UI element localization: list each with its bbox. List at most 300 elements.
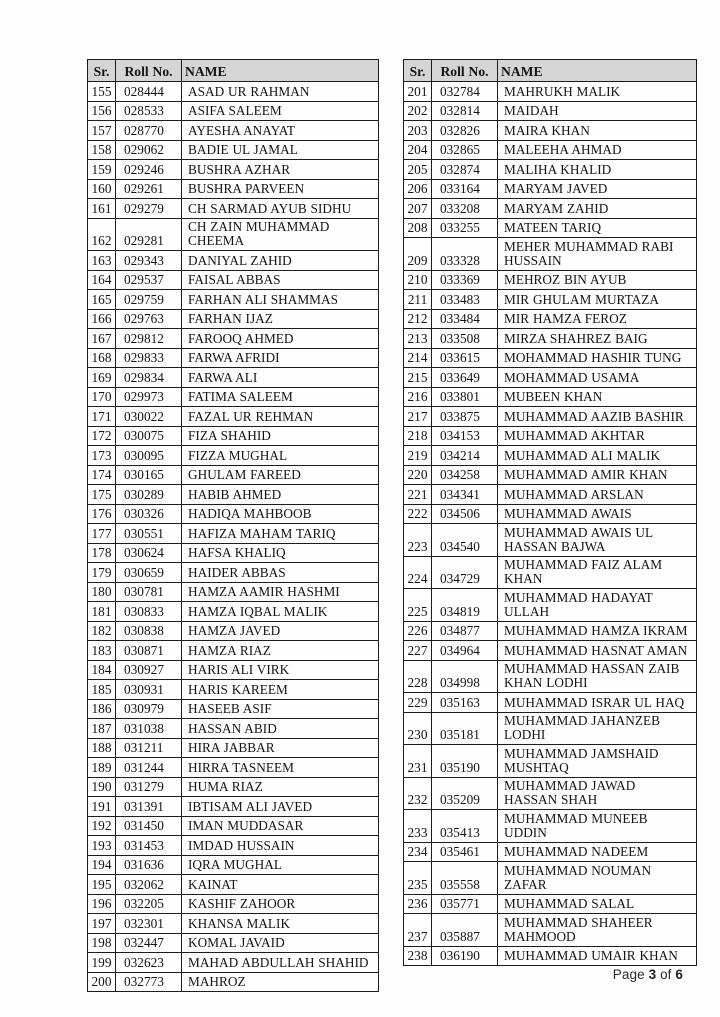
table-body-left — [88, 82, 379, 992]
table-row — [88, 621, 379, 641]
name-cell: MAHAD ABDULLAH SHAHID — [182, 953, 379, 973]
name-cell: MAIDAH — [498, 101, 697, 121]
table-row — [88, 875, 379, 895]
table-row — [88, 387, 379, 407]
sr-cell: 204 — [404, 140, 432, 160]
name-cell: MIRZA SHAHREZ BAIG — [498, 329, 697, 349]
table-row — [88, 121, 379, 141]
sr-cell: 222 — [404, 504, 432, 524]
roll-number-cell: 032447 — [116, 933, 182, 953]
candidate-table-left — [87, 59, 379, 992]
table-row — [88, 933, 379, 953]
table-row — [88, 270, 379, 290]
name-cell: MUHAMMAD HASNAT AMAN — [498, 641, 697, 661]
roll-number-cell: 035771 — [432, 894, 498, 914]
total-pages: 6 — [675, 967, 683, 982]
name-cell: MUHAMMAD HASSAN ZAIB KHAN LODHI — [498, 660, 697, 693]
roll-number-cell: 035887 — [432, 914, 498, 947]
name-cell: HADIQA MAHBOOB — [182, 504, 379, 524]
name-cell: MUHAMMAD NOUMAN ZAFAR — [498, 862, 697, 895]
table-row — [88, 582, 379, 602]
sr-cell: 160 — [88, 179, 116, 199]
sr-cell: 196 — [88, 894, 116, 914]
sr-cell: 181 — [88, 602, 116, 622]
name-cell: MEHROZ BIN AYUB — [498, 270, 697, 290]
roll-number-cell: 035181 — [432, 712, 498, 745]
name-cell: MUHAMMAD ISRAR UL HAQ — [498, 693, 697, 713]
roll-number-cell: 034877 — [432, 621, 498, 641]
roll-number-cell: 031450 — [116, 816, 182, 836]
roll-number-cell: 029246 — [116, 160, 182, 180]
table-row — [404, 946, 697, 966]
name-cell: MIR GHULAM MURTAZA — [498, 290, 697, 310]
name-cell: HAMZA IQBAL MALIK — [182, 602, 379, 622]
table-row — [404, 894, 697, 914]
name-cell: HASEEB ASIF — [182, 699, 379, 719]
name-cell: MUHAMMAD JAHANZEB LODHI — [498, 712, 697, 745]
sr-cell: 178 — [88, 543, 116, 563]
roll-number-cell: 035190 — [432, 745, 498, 778]
name-cell: MUHAMMAD FAIZ ALAM KHAN — [498, 556, 697, 589]
roll-number-cell: 034998 — [432, 660, 498, 693]
table-row — [88, 777, 379, 797]
table-row — [88, 140, 379, 160]
table-row — [88, 485, 379, 505]
name-cell: BADIE UL JAMAL — [182, 140, 379, 160]
table-row — [88, 719, 379, 739]
sr-cell: 161 — [88, 199, 116, 219]
sr-cell: 237 — [404, 914, 432, 947]
table-row — [404, 589, 697, 622]
table-row — [88, 524, 379, 544]
sr-cell: 182 — [88, 621, 116, 641]
roll-number-cell: 031244 — [116, 758, 182, 778]
sr-cell: 208 — [404, 218, 432, 238]
name-cell: HUMA RIAZ — [182, 777, 379, 797]
sr-cell: 192 — [88, 816, 116, 836]
table-row — [88, 179, 379, 199]
name-cell: BUSHRA PARVEEN — [182, 179, 379, 199]
table-row — [88, 407, 379, 427]
roll-number-cell: 031453 — [116, 836, 182, 856]
roll-number-cell: 030979 — [116, 699, 182, 719]
name-cell: HIRRA TASNEEM — [182, 758, 379, 778]
name-cell: FARWA AFRIDI — [182, 348, 379, 368]
roll-number-cell: 034506 — [432, 504, 498, 524]
name-cell: ASAD UR RAHMAN — [182, 82, 379, 102]
table-row — [88, 251, 379, 271]
name-cell: MIR HAMZA FEROZ — [498, 309, 697, 329]
sr-cell: 215 — [404, 368, 432, 388]
sr-cell: 227 — [404, 641, 432, 661]
table-row — [88, 368, 379, 388]
name-cell: HAFIZA MAHAM TARIQ — [182, 524, 379, 544]
table-row — [88, 218, 379, 251]
sr-cell: 199 — [88, 953, 116, 973]
sr-cell: 225 — [404, 589, 432, 622]
sr-cell: 158 — [88, 140, 116, 160]
roll-number-cell: 032062 — [116, 875, 182, 895]
sr-cell: 197 — [88, 914, 116, 934]
roll-number-cell: 030927 — [116, 660, 182, 680]
sr-cell: 179 — [88, 563, 116, 583]
sr-cell: 238 — [404, 946, 432, 966]
sr-cell: 200 — [88, 972, 116, 992]
name-cell: HARIS KAREEM — [182, 680, 379, 700]
roll-number-cell: 034729 — [432, 556, 498, 589]
table-row — [404, 556, 697, 589]
roll-number-cell: 030095 — [116, 446, 182, 466]
name-cell: FAZAL UR REHMAN — [182, 407, 379, 427]
name-cell: MAIRA KHAN — [498, 121, 697, 141]
name-cell: HAIDER ABBAS — [182, 563, 379, 583]
roll-number-cell: 031211 — [116, 738, 182, 758]
name-cell: IMAN MUDDASAR — [182, 816, 379, 836]
roll-number-cell: 030022 — [116, 407, 182, 427]
roll-number-cell: 032623 — [116, 953, 182, 973]
sr-cell: 176 — [88, 504, 116, 524]
column-header-sr: Sr. — [88, 60, 116, 82]
roll-number-cell: 030833 — [116, 602, 182, 622]
name-cell: MUHAMMAD ARSLAN — [498, 485, 697, 505]
name-cell: MUHAMMAD ALI MALIK — [498, 446, 697, 466]
table-row — [404, 641, 697, 661]
name-cell: KAINAT — [182, 875, 379, 895]
name-cell: MARYAM ZAHID — [498, 199, 697, 219]
name-cell: HAMZA RIAZ — [182, 641, 379, 661]
sr-cell: 216 — [404, 387, 432, 407]
table-row — [404, 270, 697, 290]
sr-cell: 188 — [88, 738, 116, 758]
name-cell: MUHAMMAD SALAL — [498, 894, 697, 914]
table-row — [404, 842, 697, 862]
sr-cell: 219 — [404, 446, 432, 466]
sr-cell: 231 — [404, 745, 432, 778]
name-cell: DANIYAL ZAHID — [182, 251, 379, 271]
roll-number-cell: 029343 — [116, 251, 182, 271]
roll-number-cell: 035413 — [432, 810, 498, 843]
roll-number-cell: 030326 — [116, 504, 182, 524]
roll-number-cell: 030931 — [116, 680, 182, 700]
name-cell: HAMZA AAMIR HASHMI — [182, 582, 379, 602]
roll-number-cell: 033508 — [432, 329, 498, 349]
name-cell: MOHAMMAD USAMA — [498, 368, 697, 388]
table-row — [404, 179, 697, 199]
column-header-roll: Roll No. — [116, 60, 182, 82]
roll-number-cell: 029973 — [116, 387, 182, 407]
table-row — [404, 329, 697, 349]
table-row — [88, 680, 379, 700]
table-row — [404, 238, 697, 271]
name-cell: IMDAD HUSSAIN — [182, 836, 379, 856]
roll-number-cell: 030289 — [116, 485, 182, 505]
sr-cell: 198 — [88, 933, 116, 953]
name-cell: HARIS ALI VIRK — [182, 660, 379, 680]
sr-cell: 189 — [88, 758, 116, 778]
column-header-roll: Roll No. — [432, 60, 498, 82]
table-row — [88, 348, 379, 368]
table-row — [404, 387, 697, 407]
sr-cell: 169 — [88, 368, 116, 388]
sr-cell: 218 — [404, 426, 432, 446]
table-row — [404, 101, 697, 121]
roll-number-cell: 033801 — [432, 387, 498, 407]
table-row — [88, 101, 379, 121]
roll-number-cell: 034214 — [432, 446, 498, 466]
table-row — [88, 816, 379, 836]
table-row — [88, 953, 379, 973]
table-row — [88, 446, 379, 466]
table-row — [88, 758, 379, 778]
sr-cell: 220 — [404, 465, 432, 485]
roll-number-cell: 030624 — [116, 543, 182, 563]
name-cell: ASIFA SALEEM — [182, 101, 379, 121]
roll-number-cell: 032301 — [116, 914, 182, 934]
sr-cell: 226 — [404, 621, 432, 641]
sr-cell: 177 — [88, 524, 116, 544]
table-row — [88, 563, 379, 583]
sr-cell: 173 — [88, 446, 116, 466]
table-row — [404, 862, 697, 895]
name-cell: MUHAMMAD AKHTAR — [498, 426, 697, 446]
name-cell: FARHAN ALI SHAMMAS — [182, 290, 379, 310]
table-row — [404, 524, 697, 557]
sr-cell: 194 — [88, 855, 116, 875]
name-cell: CH SARMAD AYUB SIDHU — [182, 199, 379, 219]
roll-number-cell: 030551 — [116, 524, 182, 544]
sr-cell: 186 — [88, 699, 116, 719]
sr-cell: 213 — [404, 329, 432, 349]
sr-cell: 174 — [88, 465, 116, 485]
table-row — [404, 121, 697, 141]
name-cell: FARWA ALI — [182, 368, 379, 388]
sr-cell: 233 — [404, 810, 432, 843]
roll-number-cell: 032205 — [116, 894, 182, 914]
table-row — [88, 914, 379, 934]
name-cell: MUHAMMAD UMAIR KHAN — [498, 946, 697, 966]
sr-cell: 202 — [404, 101, 432, 121]
roll-number-cell: 029834 — [116, 368, 182, 388]
name-cell: HAMZA JAVED — [182, 621, 379, 641]
table-row — [404, 160, 697, 180]
name-cell: FARHAN IJAZ — [182, 309, 379, 329]
sr-cell: 165 — [88, 290, 116, 310]
sr-cell: 185 — [88, 680, 116, 700]
name-cell: MUHAMMAD HADAYAT ULLAH — [498, 589, 697, 622]
sr-cell: 224 — [404, 556, 432, 589]
name-cell: BUSHRA AZHAR — [182, 160, 379, 180]
sr-cell: 211 — [404, 290, 432, 310]
roll-number-cell: 030659 — [116, 563, 182, 583]
roll-number-cell: 028770 — [116, 121, 182, 141]
table-row — [404, 446, 697, 466]
sr-cell: 205 — [404, 160, 432, 180]
table-row — [404, 712, 697, 745]
sr-cell: 175 — [88, 485, 116, 505]
roll-number-cell: 035209 — [432, 777, 498, 810]
table-row — [404, 777, 697, 810]
table-row — [88, 504, 379, 524]
roll-number-cell: 029261 — [116, 179, 182, 199]
sr-cell: 155 — [88, 82, 116, 102]
roll-number-cell: 030838 — [116, 621, 182, 641]
name-cell: AYESHA ANAYAT — [182, 121, 379, 141]
name-cell: MAHRUKH MALIK — [498, 82, 697, 102]
table-row — [88, 543, 379, 563]
sr-cell: 159 — [88, 160, 116, 180]
name-cell: CH ZAIN MUHAMMAD CHEEMA — [182, 218, 379, 251]
page-number: 3 — [648, 967, 657, 982]
name-cell: MAHROZ — [182, 972, 379, 992]
table-row — [88, 641, 379, 661]
sr-cell: 171 — [88, 407, 116, 427]
sr-cell: 172 — [88, 426, 116, 446]
column-header-sr: Sr. — [404, 60, 432, 82]
table-row — [404, 914, 697, 947]
name-cell: MUHAMMAD HAMZA IKRAM — [498, 621, 697, 641]
roll-number-cell: 030871 — [116, 641, 182, 661]
page-footer — [613, 967, 683, 982]
table-row — [404, 199, 697, 219]
name-cell: KASHIF ZAHOOR — [182, 894, 379, 914]
roll-number-cell: 033484 — [432, 309, 498, 329]
sr-cell: 157 — [88, 121, 116, 141]
table-body-right — [404, 82, 697, 966]
roll-number-cell: 034341 — [432, 485, 498, 505]
sr-cell: 206 — [404, 179, 432, 199]
table-row — [404, 290, 697, 310]
name-cell: MUHAMMAD SHAHEER MAHMOOD — [498, 914, 697, 947]
name-cell: MALEEHA AHMAD — [498, 140, 697, 160]
table-row — [404, 82, 697, 102]
name-cell: HASSAN ABID — [182, 719, 379, 739]
table-row — [404, 309, 697, 329]
roll-number-cell: 035163 — [432, 693, 498, 713]
table-row — [88, 738, 379, 758]
name-cell: GHULAM FAREED — [182, 465, 379, 485]
table-row — [404, 348, 697, 368]
roll-number-cell: 032814 — [432, 101, 498, 121]
table-row — [88, 660, 379, 680]
table-row — [404, 218, 697, 238]
roll-number-cell: 032773 — [116, 972, 182, 992]
table-row — [404, 621, 697, 641]
sr-cell: 212 — [404, 309, 432, 329]
roll-number-cell: 033208 — [432, 199, 498, 219]
sr-cell: 190 — [88, 777, 116, 797]
sr-cell: 229 — [404, 693, 432, 713]
page-label: Page — [612, 967, 645, 982]
column-header-name: NAME — [498, 60, 697, 82]
roll-number-cell: 034258 — [432, 465, 498, 485]
roll-number-cell: 030075 — [116, 426, 182, 446]
roll-number-cell: 034153 — [432, 426, 498, 446]
sr-cell: 203 — [404, 121, 432, 141]
header-row — [404, 60, 697, 82]
roll-number-cell: 032865 — [432, 140, 498, 160]
sr-cell: 191 — [88, 797, 116, 817]
sr-cell: 235 — [404, 862, 432, 895]
table-row — [88, 160, 379, 180]
roll-number-cell: 033328 — [432, 238, 498, 271]
candidate-table-right — [403, 59, 697, 966]
name-cell: MUHAMMAD JAWAD HASSAN SHAH — [498, 777, 697, 810]
name-cell: HAFSA KHALIQ — [182, 543, 379, 563]
roll-number-cell: 030781 — [116, 582, 182, 602]
sr-cell: 183 — [88, 641, 116, 661]
name-cell: MUHAMMAD JAMSHAID MUSHTAQ — [498, 745, 697, 778]
sr-cell: 228 — [404, 660, 432, 693]
table-row — [88, 602, 379, 622]
roll-number-cell: 033164 — [432, 179, 498, 199]
roll-number-cell: 032874 — [432, 160, 498, 180]
sr-cell: 168 — [88, 348, 116, 368]
name-cell: HIRA JABBAR — [182, 738, 379, 758]
sr-cell: 187 — [88, 719, 116, 739]
sr-cell: 163 — [88, 251, 116, 271]
name-cell: IQRA MUGHAL — [182, 855, 379, 875]
name-cell: MUHAMMAD AWAIS UL HASSAN BAJWA — [498, 524, 697, 557]
name-cell: MEHER MUHAMMAD RABI HUSSAIN — [498, 238, 697, 271]
name-cell: FAISAL ABBAS — [182, 270, 379, 290]
roll-number-cell: 031038 — [116, 719, 182, 739]
sr-cell: 166 — [88, 309, 116, 329]
sr-cell: 221 — [404, 485, 432, 505]
sr-cell: 232 — [404, 777, 432, 810]
roll-number-cell: 029062 — [116, 140, 182, 160]
roll-number-cell: 031391 — [116, 797, 182, 817]
sr-cell: 223 — [404, 524, 432, 557]
name-cell: HABIB AHMED — [182, 485, 379, 505]
table-row — [88, 855, 379, 875]
header-row — [88, 60, 379, 82]
roll-number-cell: 034819 — [432, 589, 498, 622]
name-cell: IBTISAM ALI JAVED — [182, 797, 379, 817]
sr-cell: 164 — [88, 270, 116, 290]
name-cell: FIZZA MUGHAL — [182, 446, 379, 466]
table-row — [88, 894, 379, 914]
roll-number-cell: 033875 — [432, 407, 498, 427]
table-row — [404, 368, 697, 388]
sr-cell: 217 — [404, 407, 432, 427]
roll-number-cell: 036190 — [432, 946, 498, 966]
roll-number-cell: 031636 — [116, 855, 182, 875]
of-label: of — [660, 967, 672, 982]
roll-number-cell: 029759 — [116, 290, 182, 310]
table-row — [88, 309, 379, 329]
table-row — [404, 407, 697, 427]
name-cell: MUHAMMAD AMIR KHAN — [498, 465, 697, 485]
table-row — [404, 660, 697, 693]
sr-cell: 236 — [404, 894, 432, 914]
roll-number-cell: 031279 — [116, 777, 182, 797]
table-row — [88, 82, 379, 102]
roll-number-cell: 033255 — [432, 218, 498, 238]
table-row — [404, 810, 697, 843]
roll-number-cell: 028533 — [116, 101, 182, 121]
sr-cell: 210 — [404, 270, 432, 290]
table-row — [404, 504, 697, 524]
table-row — [88, 797, 379, 817]
name-cell: MUHAMMAD NADEEM — [498, 842, 697, 862]
table-row — [404, 426, 697, 446]
sr-cell: 201 — [404, 82, 432, 102]
roll-number-cell: 029763 — [116, 309, 182, 329]
sr-cell: 234 — [404, 842, 432, 862]
roll-number-cell: 029812 — [116, 329, 182, 349]
roll-number-cell: 029281 — [116, 218, 182, 251]
name-cell: MALIHA KHALID — [498, 160, 697, 180]
